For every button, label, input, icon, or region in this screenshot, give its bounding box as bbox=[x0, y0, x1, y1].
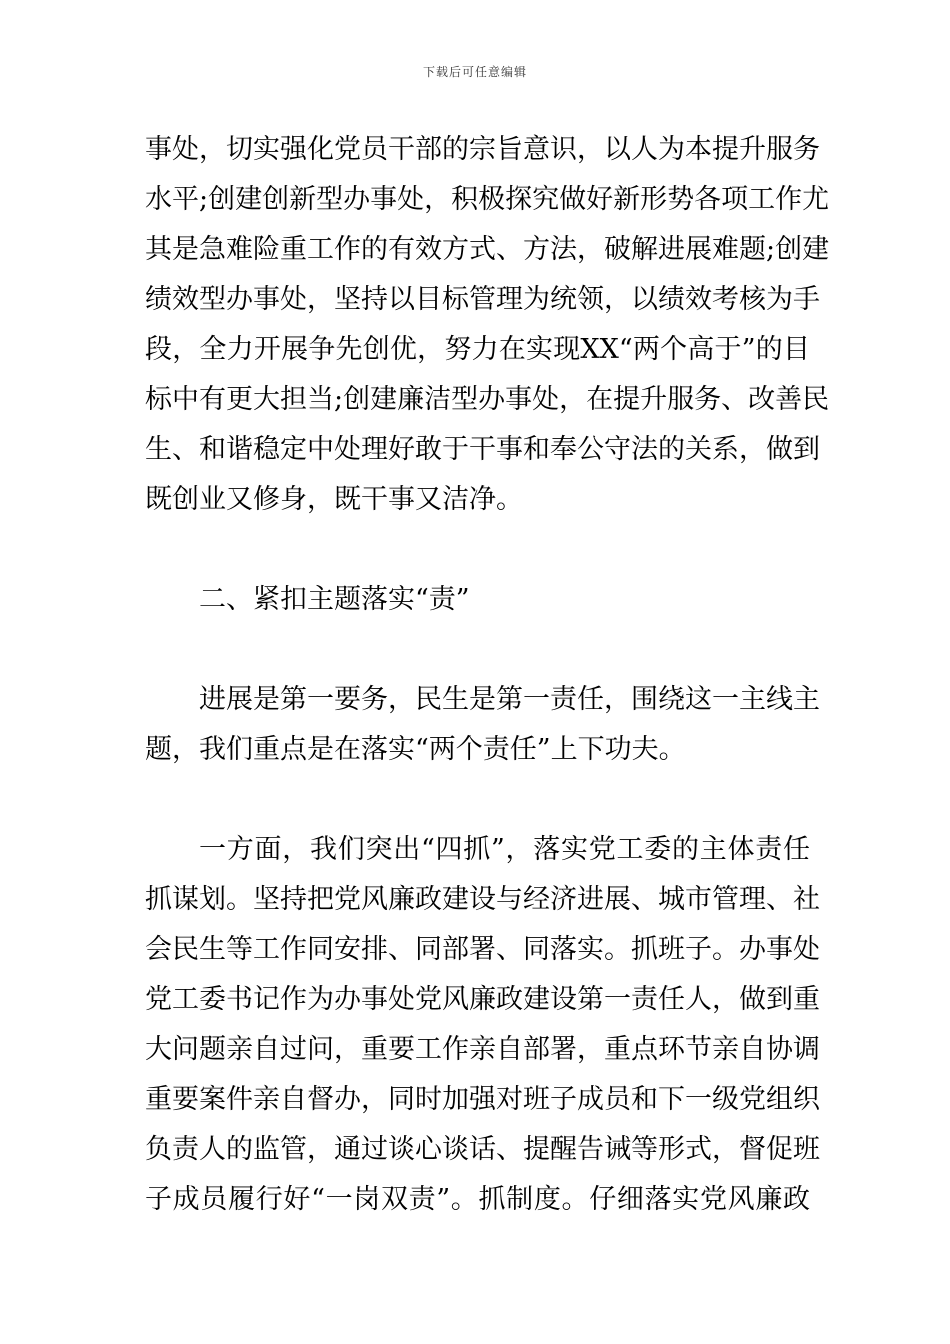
body-line: 负责人的监管，通过谈心谈话、提醒告诫等形式，督促班 bbox=[145, 1134, 820, 1165]
body-line: 会民生等工作同安排、同部署、同落实。抓班子。办事处 bbox=[145, 934, 820, 965]
page-header: 下载后可任意编辑 bbox=[422, 65, 527, 79]
body-line: 一方面，我们突出“四抓”，落实党工委的主体责任 bbox=[199, 834, 810, 865]
body-line: 党工委书记作为办事处党风廉政建设第一责任人，做到重 bbox=[145, 984, 820, 1015]
body-line: 其是急难险重工作的有效方式、方法，破解进展难题;创建 bbox=[145, 234, 830, 265]
body-line: 抓谋划。坚持把党风廉政建设与经济进展、城市管理、社 bbox=[145, 884, 820, 915]
section-heading: 二、紧扣主题落实“责” bbox=[199, 584, 470, 615]
body-line: 段，全力开展争先创优，努力在实现XX“两个高于”的目 bbox=[145, 334, 810, 365]
body-line: 既创业又修身，既干事又洁净。 bbox=[145, 484, 523, 515]
body-line: 进展是第一要务，民生是第一责任，围绕这一主线主 bbox=[199, 684, 820, 715]
body-line: 子成员履行好“一岗双责”。抓制度。仔细落实党风廉政 bbox=[145, 1184, 810, 1215]
body-line: 标中有更大担当;创建廉洁型办事处，在提升服务、改善民 bbox=[145, 384, 830, 415]
body-line: 大问题亲自过问，重要工作亲自部署，重点环节亲自协调 bbox=[145, 1034, 820, 1065]
body-line: 水平;创建创新型办事处，积极探究做好新形势各项工作尤 bbox=[145, 184, 830, 215]
body-line: 生、和谐稳定中处理好敢于干事和奉公守法的关系，做到 bbox=[145, 434, 820, 465]
body-line: 重要案件亲自督办，同时加强对班子成员和下一级党组织 bbox=[145, 1084, 820, 1115]
body-line: 事处，切实强化党员干部的宗旨意识，以人为本提升服务 bbox=[145, 134, 820, 165]
body-line: 题，我们重点是在落实“两个责任”上下功夫。 bbox=[145, 734, 686, 765]
body-line: 绩效型办事处，坚持以目标管理为统领，以绩效考核为手 bbox=[145, 284, 820, 315]
